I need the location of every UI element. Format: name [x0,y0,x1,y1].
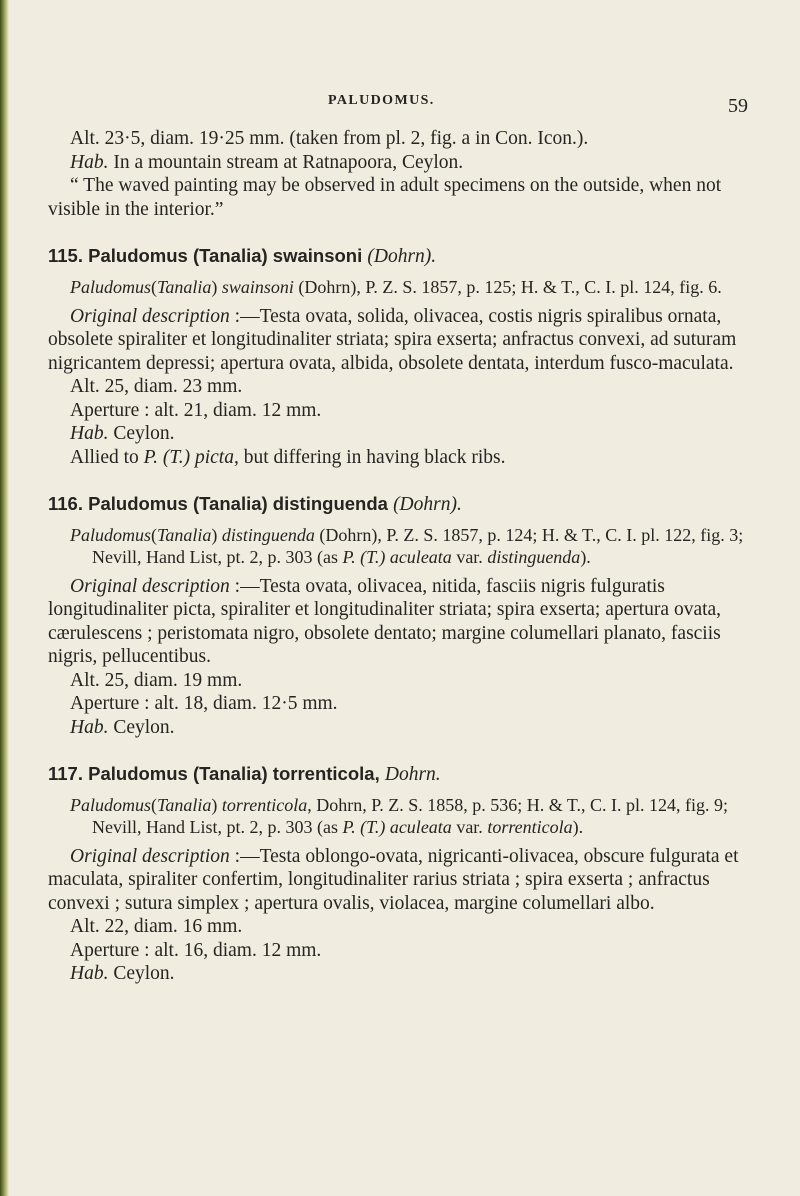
species-116-measurements: Alt. 25, diam. 19 mm. [70,669,243,691]
ref-subgenus: Tanalia [157,524,212,545]
ref-var: var. [451,546,488,567]
description-label: Original description [70,845,230,867]
hab-label: Hab. [70,423,109,444]
species-116-description [48,575,764,669]
species-heading: 117. Paludomus (Tanalia) torrenticola, [48,763,385,784]
hab-label: Hab. [70,716,109,738]
allied-species: P. (T.) picta [143,446,234,468]
ref-end: ). [580,546,591,567]
species-117-heading [48,762,764,787]
ref-citation: (Dohrn), P. Z. S. 1857, p. 125; H. & T., C. I. pl. 124, fig. 6. [293,276,722,297]
species-115-allied [48,446,764,470]
species-116-habitat [48,716,764,740]
species-author: (Dohrn). [367,246,437,267]
ref-variety: distinguenda [487,546,581,567]
description-text: :—Testa oblongo-ovata, nigricanti-olivacea, obscure fulgurata et maculata, spiraliter confertim, longitudinaliter rarius striata ; spira exserta ; anfractus convexi ; sutura simplex ; apertura ovalis, violacea, margine columellari albo. [48,845,739,914]
habitat-text: Ceylon. [108,963,175,984]
species-116-aperture: Aperture : alt. 18, diam. 12·5 mm. [70,693,338,714]
prev-measurements: Alt. 23·5, diam. 19·25 mm. (taken from pl. 2, fig. a in Con. Icon.). [70,128,589,149]
ref-citation: , Dohrn, P. Z. S. 1858, p. 536; H. & T., C. I. pl. 124, fig. 9; Nevill, Hand List, pt. 2, p. 303 (as [92,794,729,837]
page-number: 59 [728,95,748,117]
species-117-reference: Paludomus(Tanalia) torrenticola, Dohrn, P. Z. S. 1858, p. 536; H. & T., C. I. pl. 124, fig. 9; Nevill, Hand List, pt. 2, p. 303 (as P. (T.) aculeata var. torrenticola). [70,794,729,837]
description-label: Original description [70,575,230,597]
species-117-measurements: Alt. 22, diam. 16 mm. [70,916,243,937]
ref-var: var. [451,816,488,837]
page-edge [0,0,9,1196]
ref-genus: Paludomus [70,794,151,815]
species-author: Dohrn. [384,764,441,785]
page-header [0,93,800,119]
species-115-heading [48,244,764,269]
species-117-habitat [48,962,764,986]
prev-quote: “ The waved painting may be observed in adult specimens on the outside, when not visible in the interior.” [48,175,722,220]
habitat-text: Ceylon. [108,716,175,738]
hab-label: Hab. [70,151,109,173]
species-heading: 115. Paludomus (Tanalia) swainsoni [48,245,368,266]
ref-species: swainsoni [221,276,294,297]
species-115-description [48,305,764,376]
species-author: (Dohrn). [393,494,462,515]
allied-note: , but differing in having black ribs. [233,446,506,468]
ref-as-species: P. (T.) aculeata [342,546,452,567]
hab-label: Hab. [70,963,109,984]
description-label: Original description [70,305,230,327]
species-117-description [48,845,764,916]
ref-species: torrenticola [221,794,308,815]
species-115-habitat [48,422,764,446]
species-117-aperture: Aperture : alt. 16, diam. 12 mm. [70,939,322,961]
species-115-reference: Paludomus(Tanalia) swainsoni (Dohrn), P. Z. S. 1857, p. 125; H. & T., C. I. pl. 124, fig. 6. [70,276,722,297]
prev-habitat [48,151,764,175]
ref-variety: torrenticola [487,816,573,837]
description-text: :—Testa ovata, solida, olivacea, costis nigris spiralibus ornata, obsolete spiraliter et longitudinaliter striata; spira exserta; anfractus convexi, ad suturam nigricantem depressi; apertura ovata, albida, obsolete dentata, interdum fusco-maculata. [48,305,737,374]
ref-subgenus: Tanalia [157,276,212,297]
ref-species: distinguenda [221,524,315,545]
ref-end: ). [572,816,584,837]
ref-genus: Paludomus [70,276,151,297]
ref-subgenus: Tanalia [157,794,212,815]
running-head: PALUDOMUS. [328,93,435,108]
ref-as-species: P. (T.) aculeata [342,816,452,837]
species-heading: 116. Paludomus (Tanalia) distinguenda [48,493,394,514]
page-body [48,127,764,986]
prev-habitat-text: In a mountain stream at Ratnapoora, Ceylon. [108,151,464,173]
species-115-measurements: Alt. 25, diam. 23 mm. [70,376,243,397]
habitat-text: Ceylon. [108,423,175,444]
species-116-heading [48,492,764,517]
species-115-aperture: Aperture : alt. 21, diam. 12 mm. [70,399,322,421]
ref-citation: (Dohrn), P. Z. S. 1857, p. 124; H. & T., C. I. pl. 122, fig. 3; Nevill, Hand List, pt. 2, p. 303 (as [92,524,744,567]
ref-genus: Paludomus [70,524,151,545]
species-116-reference: Paludomus(Tanalia) distinguenda (Dohrn), P. Z. S. 1857, p. 124; H. & T., C. I. pl. 122, fig. 3; Nevill, Hand List, pt. 2, p. 303 (as P. (T.) aculeata var. distinguenda). [70,524,744,567]
allied-text: Allied to [70,446,144,468]
description-text: :—Testa ovata, olivacea, nitida, fasciis nigris fulguratis longitudinaliter picta, spiraliter et longitudinaliter striata; spira exserta; apertura ovata, cærulescens ; peristomata nigro, obsolete dentato; margine columellari planato, fasciis nigris, pellucentibus. [48,575,722,667]
